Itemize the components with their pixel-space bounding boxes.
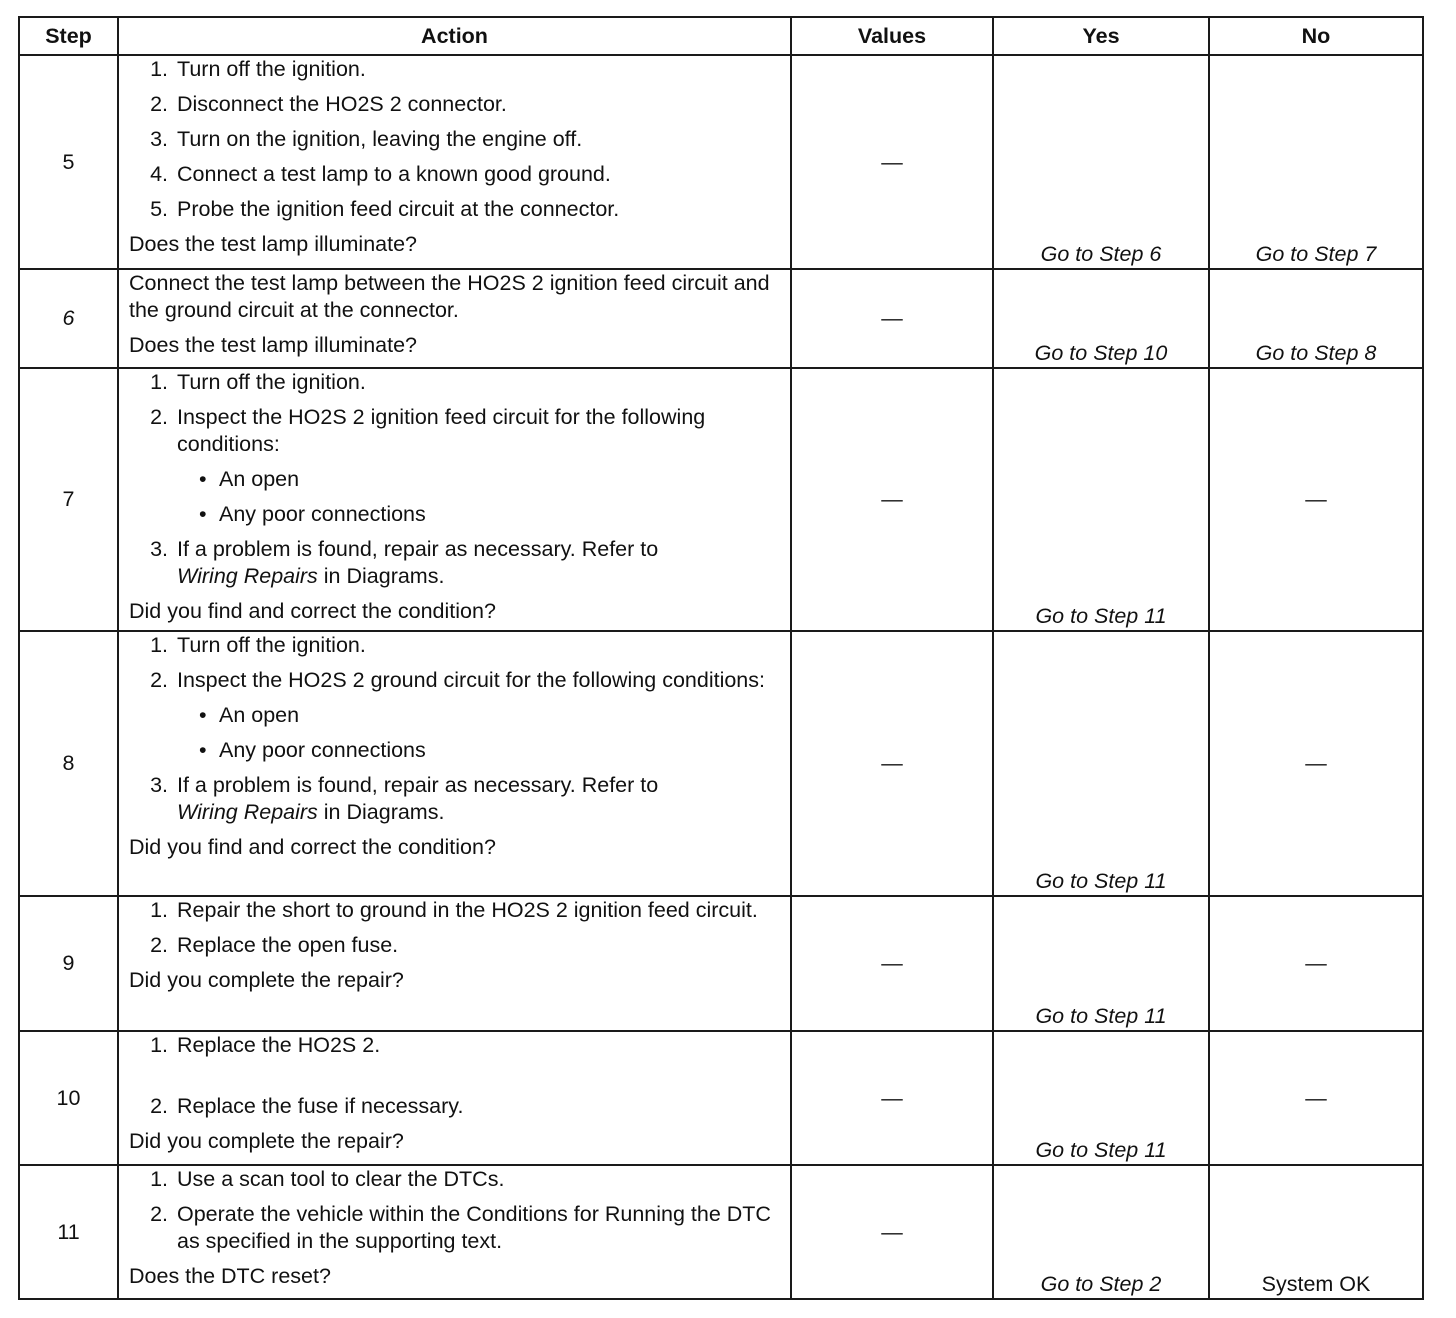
list-item: 1. Turn off the ignition. bbox=[150, 57, 366, 81]
bullet-item: • An open bbox=[199, 703, 300, 727]
list-item: 1. Turn off the ignition. bbox=[150, 370, 366, 394]
yes-cell: Go to Step 11 bbox=[993, 631, 1209, 896]
values-cell: — bbox=[791, 55, 993, 269]
question: Did you complete the repair? bbox=[129, 1129, 404, 1153]
header-step: Step bbox=[19, 17, 118, 55]
header-no: No bbox=[1209, 17, 1423, 55]
action-cell bbox=[118, 1165, 791, 1299]
no-cell: Go to Step 7 bbox=[1209, 55, 1423, 269]
list-item: 1. Repair the short to ground in the HO2S 2 ignition feed circuit. bbox=[150, 898, 758, 922]
header-action: Action bbox=[118, 17, 791, 55]
list-item: 4. Connect a test lamp to a known good ground. bbox=[150, 162, 611, 186]
table-row bbox=[19, 269, 1423, 368]
values-cell: — bbox=[791, 1165, 993, 1299]
step-number: 10 bbox=[19, 1031, 118, 1165]
list-item: 2. Disconnect the HO2S 2 connector. bbox=[150, 92, 507, 116]
question: Does the DTC reset? bbox=[129, 1264, 331, 1288]
question: Did you find and correct the condition? bbox=[129, 835, 496, 859]
no-cell: — bbox=[1209, 896, 1423, 1031]
diagnostic-table bbox=[18, 16, 1424, 1300]
values-cell: — bbox=[791, 1031, 993, 1165]
yes-cell: Go to Step 11 bbox=[993, 896, 1209, 1031]
wiring-repairs-reference: Wiring Repairs bbox=[177, 564, 318, 588]
yes-cell: Go to Step 10 bbox=[993, 269, 1209, 368]
wiring-repairs-reference: Wiring Repairs bbox=[177, 800, 318, 824]
action-cell bbox=[118, 1031, 791, 1165]
header-row bbox=[19, 17, 1423, 55]
list-item: 2. Replace the open fuse. bbox=[150, 933, 399, 957]
yes-cell: Go to Step 2 bbox=[993, 1165, 1209, 1299]
step-number: 11 bbox=[19, 1165, 118, 1299]
yes-cell: Go to Step 11 bbox=[993, 368, 1209, 631]
yes-cell: Go to Step 6 bbox=[993, 55, 1209, 269]
yes-cell: Go to Step 11 bbox=[993, 1031, 1209, 1165]
list-item: 3. Turn on the ignition, leaving the engine off. bbox=[150, 127, 583, 151]
list-item: 2. Replace the fuse if necessary. bbox=[150, 1094, 464, 1118]
table-row bbox=[19, 896, 1423, 1031]
table-row bbox=[19, 1165, 1423, 1299]
header-values: Values bbox=[791, 17, 993, 55]
action-cell bbox=[118, 55, 791, 269]
table-row bbox=[19, 1031, 1423, 1165]
list-item: 5. Probe the ignition feed circuit at the connector. bbox=[150, 197, 620, 221]
values-cell: — bbox=[791, 631, 993, 896]
question: Does the test lamp illuminate? bbox=[129, 232, 418, 256]
question: Did you find and correct the condition? bbox=[129, 599, 496, 623]
list-item: 1. Turn off the ignition. bbox=[150, 633, 366, 657]
values-cell: — bbox=[791, 368, 993, 631]
question: Did you complete the repair? bbox=[129, 968, 404, 992]
list-item: 3. If a problem is found, repair as necessary. Refer to Wiring Repairs in Diagrams. bbox=[150, 537, 659, 588]
bullet-item: • An open bbox=[199, 467, 300, 491]
bullet-item: • Any poor connections bbox=[199, 502, 426, 526]
question: Does the test lamp illuminate? bbox=[129, 333, 418, 357]
step-number: 6 bbox=[19, 269, 118, 368]
list-item: 2. Operate the vehicle within the Conditions for Running the DTC as specified in the supporting text. bbox=[150, 1202, 771, 1253]
no-cell: System OK bbox=[1209, 1165, 1423, 1299]
table-row bbox=[19, 631, 1423, 896]
step-number: 8 bbox=[19, 631, 118, 896]
action-cell bbox=[118, 368, 791, 631]
values-cell: — bbox=[791, 896, 993, 1031]
action-cell bbox=[118, 269, 791, 368]
no-cell: — bbox=[1209, 1031, 1423, 1165]
list-item: 2. Inspect the HO2S 2 ground circuit for the following conditions: bbox=[150, 668, 765, 692]
table-row bbox=[19, 55, 1423, 269]
list-item: 2. Inspect the HO2S 2 ignition feed circuit for the following conditions: bbox=[150, 405, 706, 456]
step-number: 9 bbox=[19, 896, 118, 1031]
action-cell bbox=[118, 896, 791, 1031]
no-cell: Go to Step 8 bbox=[1209, 269, 1423, 368]
action-text: Connect the test lamp between the HO2S 2 ignition feed circuit and the ground circuit at the connector. bbox=[129, 271, 770, 322]
list-item: 1. Replace the HO2S 2. bbox=[150, 1033, 381, 1057]
step-number: 7 bbox=[19, 368, 118, 631]
action-cell bbox=[118, 631, 791, 896]
no-cell: — bbox=[1209, 368, 1423, 631]
table-row bbox=[19, 368, 1423, 631]
no-cell: — bbox=[1209, 631, 1423, 896]
values-cell: — bbox=[791, 269, 993, 368]
header-yes: Yes bbox=[993, 17, 1209, 55]
list-item: 3. If a problem is found, repair as necessary. Refer to Wiring Repairs in Diagrams. bbox=[150, 773, 659, 824]
bullet-item: • Any poor connections bbox=[199, 738, 426, 762]
list-item: 1. Use a scan tool to clear the DTCs. bbox=[150, 1167, 505, 1191]
step-number: 5 bbox=[19, 55, 118, 269]
